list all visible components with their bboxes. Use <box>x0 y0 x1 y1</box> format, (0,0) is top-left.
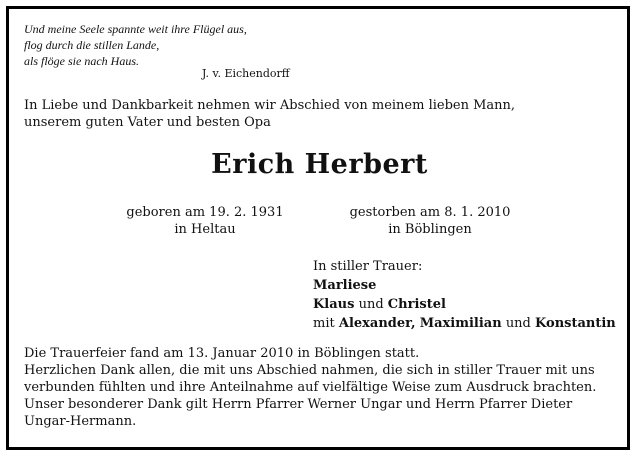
poem-author: J. v. Eichendorff <box>202 67 290 80</box>
death-info <box>330 204 530 238</box>
closing-line: Die Trauerfeier fand am 13. Januar 2010 in Böblingen statt. <box>24 346 420 361</box>
mourner-name: Maximilian <box>419 316 502 331</box>
mourner-name: Christel <box>387 297 446 312</box>
connector-text: und <box>358 297 384 312</box>
birth-place: in Heltau <box>174 222 236 237</box>
closing-line: Unser besonderer Dank gilt Herrn Pfarrer Werner Ungar und Herrn Pfarrer Dieter <box>24 397 573 412</box>
mourner-name: Marliese <box>313 278 377 293</box>
connector-text: und <box>505 316 531 331</box>
death-date: gestorben am 8. 1. 2010 <box>349 205 511 220</box>
intro-text <box>24 97 515 131</box>
separator-text: , <box>411 316 416 331</box>
intro-line: In Liebe und Dankbarkeit nehmen wir Abschied von meinem lieben Mann, <box>24 98 516 113</box>
mourner-name: Alexander <box>338 316 412 331</box>
intro-line: unserem guten Vater und besten Opa <box>24 115 271 130</box>
mourner-name: Konstantin <box>535 316 616 331</box>
closing-line: verbunden fühlten und ihre Anteilnahme auf vielfältige Weise zum Ausdruck brachten. <box>24 380 597 395</box>
birth-info <box>110 204 300 238</box>
closing-text <box>24 345 596 430</box>
closing-line: Ungar-Hermann. <box>24 414 137 429</box>
mourners-block <box>313 257 616 333</box>
deceased-name: Erich Herbert <box>211 149 428 180</box>
poem-line: flog durch die stillen Lande, <box>24 38 160 52</box>
closing-line: Herzlichen Dank allen, die mit uns Abschied nahmen, die sich in stiller Trauer mit uns <box>24 363 595 378</box>
mourner-name: Klaus <box>313 297 355 312</box>
poem-verse <box>24 21 247 69</box>
mourners-line <box>313 295 616 314</box>
birth-date: geboren am 19. 2. 1931 <box>126 205 284 220</box>
death-place: in Böblingen <box>388 222 472 237</box>
poem-line: als flöge sie nach Haus. <box>24 54 139 68</box>
mourners-line <box>313 314 616 333</box>
mourners-heading: In stiller Trauer: <box>313 259 423 274</box>
poem-line: Und meine Seele spannte weit ihre Flügel aus, <box>24 22 247 36</box>
connector-text: mit <box>313 316 335 331</box>
